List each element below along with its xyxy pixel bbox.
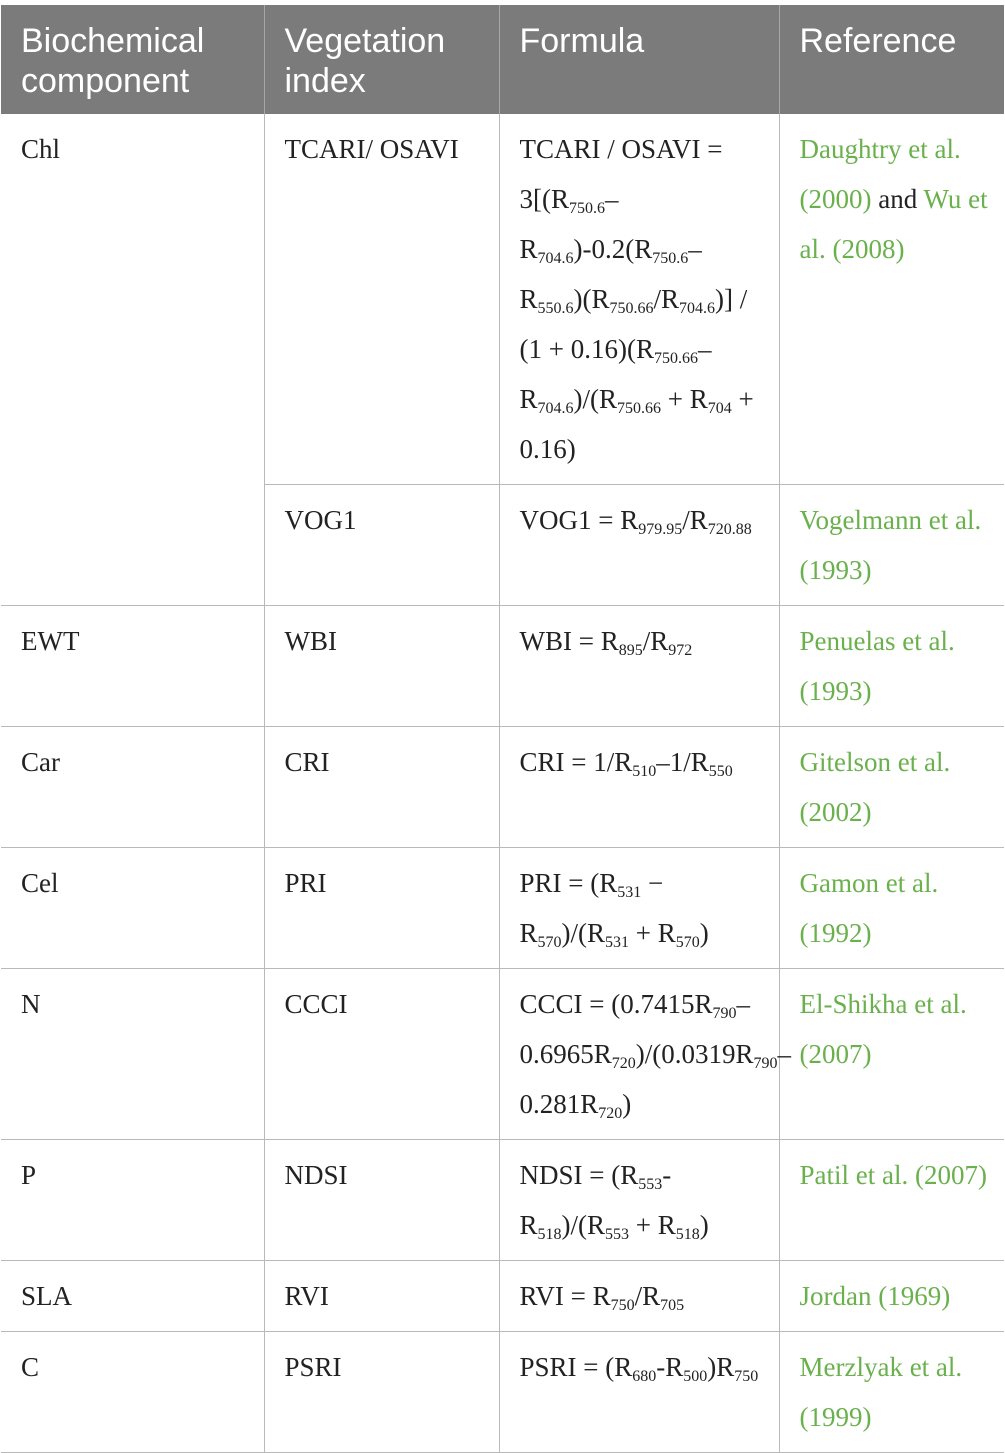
cell-reference bbox=[779, 606, 1004, 727]
table-row-cel bbox=[1, 848, 1004, 969]
cell-component: EWT bbox=[1, 606, 264, 727]
formula-text: CRI = $1/R_{510}-1/R_{550}$ bbox=[519, 747, 733, 780]
cell-formula bbox=[499, 1332, 779, 1453]
cell-index: PRI bbox=[264, 848, 499, 969]
cell-formula bbox=[499, 606, 779, 727]
cell-index: TCARI/ OSAVI bbox=[264, 114, 499, 485]
cell-formula bbox=[499, 1261, 779, 1332]
header-biochemical-component: Biochemical component bbox=[1, 5, 264, 114]
reference-link[interactable]: Merzlyak et al. (1999) bbox=[799, 1352, 963, 1432]
reference-link[interactable]: Gamon et al. (1992) bbox=[799, 868, 939, 948]
cell-component: Car bbox=[1, 727, 264, 848]
cell-component: C bbox=[1, 1332, 264, 1453]
cell-reference bbox=[779, 114, 1004, 485]
cell-reference bbox=[779, 727, 1004, 848]
cell-reference bbox=[779, 848, 1004, 969]
cell-index: VOG1 bbox=[264, 485, 499, 606]
reference-conjunction: and bbox=[878, 184, 918, 214]
cell-component: P bbox=[1, 1140, 264, 1261]
table-row-ewt bbox=[1, 606, 1004, 727]
vegetation-index-table bbox=[1, 5, 1004, 1453]
reference-link-wu[interactable]: Wu et al. (2008) bbox=[799, 184, 988, 264]
cell-component: SLA bbox=[1, 1261, 264, 1332]
cell-formula bbox=[499, 969, 792, 1140]
cell-reference bbox=[779, 969, 1004, 1140]
reference-link[interactable]: Jordan (1969) bbox=[799, 1281, 951, 1311]
formula-text: TCARI / OSAVI = $3[(R_{750.6}-R_{704.6})-0.2(R_{750.6}-R_{550.6})(R_{750.66}/R_{704.6})] / (1 + 0.16)(R_{750.66}-R_{704.6})/(R_{750.66} + R_{704} + 0.16)$ bbox=[519, 134, 754, 464]
cell-index: WBI bbox=[264, 606, 499, 727]
cell-component: N bbox=[1, 969, 264, 1140]
cell-reference bbox=[779, 1332, 1004, 1453]
cell-formula bbox=[499, 485, 779, 606]
formula-text: PSRI = $(R_{680}-R_{500})R_{750}$ bbox=[519, 1352, 759, 1385]
cell-component: Cel bbox=[1, 848, 264, 969]
reference-link[interactable]: Vogelmann et al. (1993) bbox=[799, 505, 982, 585]
cell-index: PSRI bbox=[264, 1332, 499, 1453]
cell-index: CCCI bbox=[264, 969, 499, 1140]
formula-text: RVI = $R_{750}/R_{705}$ bbox=[519, 1281, 685, 1314]
header-formula: Formula bbox=[499, 5, 779, 114]
reference-link[interactable]: El-Shikha et al. (2007) bbox=[799, 989, 967, 1069]
table-row-p bbox=[1, 1140, 1004, 1261]
cell-formula bbox=[499, 727, 779, 848]
formula-text: NDSI = $(R_{553}-R_{518})/(R_{553} + R_{518})$ bbox=[519, 1160, 709, 1243]
header-reference: Reference bbox=[779, 5, 1004, 114]
cell-index: NDSI bbox=[264, 1140, 499, 1261]
reference-link[interactable]: Patil et al. (2007) bbox=[799, 1160, 987, 1190]
cell-index: RVI bbox=[264, 1261, 499, 1332]
table-row-c bbox=[1, 1332, 1004, 1453]
cell-reference bbox=[779, 1261, 1004, 1332]
table-row-n bbox=[1, 969, 1004, 1140]
reference-link-daughtry[interactable]: Daughtry et al. (2000) bbox=[799, 134, 961, 214]
cell-formula bbox=[499, 114, 779, 485]
formula-text: PRI = $(R_{531} - R_{570})/(R_{531} + R_{570})$ bbox=[519, 868, 709, 951]
table-row-car bbox=[1, 727, 1004, 848]
formula-text: CCCI = $(0.7415R_{790}-0.6965R_{720})/(0.0319R_{790}-0.281R_{720})$ bbox=[519, 989, 792, 1122]
cell-reference bbox=[779, 485, 1004, 606]
header-row bbox=[1, 5, 1004, 114]
cell-formula bbox=[499, 848, 779, 969]
formula-text: $VOG1 = R_{979.95}/R_{720.88}$ bbox=[519, 505, 752, 538]
cell-formula bbox=[499, 1140, 779, 1261]
cell-reference bbox=[779, 1140, 1004, 1261]
reference-link[interactable]: Penuelas et al. (1993) bbox=[799, 626, 955, 706]
formula-text: WBI = $R_{895}/R_{972}$ bbox=[519, 626, 693, 659]
cell-component: Chl bbox=[1, 114, 264, 606]
table-row-chl-tcari bbox=[1, 114, 1004, 485]
header-vegetation-index: Vegetation index bbox=[264, 5, 499, 114]
table-row-sla bbox=[1, 1261, 1004, 1332]
cell-index: CRI bbox=[264, 727, 499, 848]
reference-link[interactable]: Gitelson et al. (2002) bbox=[799, 747, 951, 827]
